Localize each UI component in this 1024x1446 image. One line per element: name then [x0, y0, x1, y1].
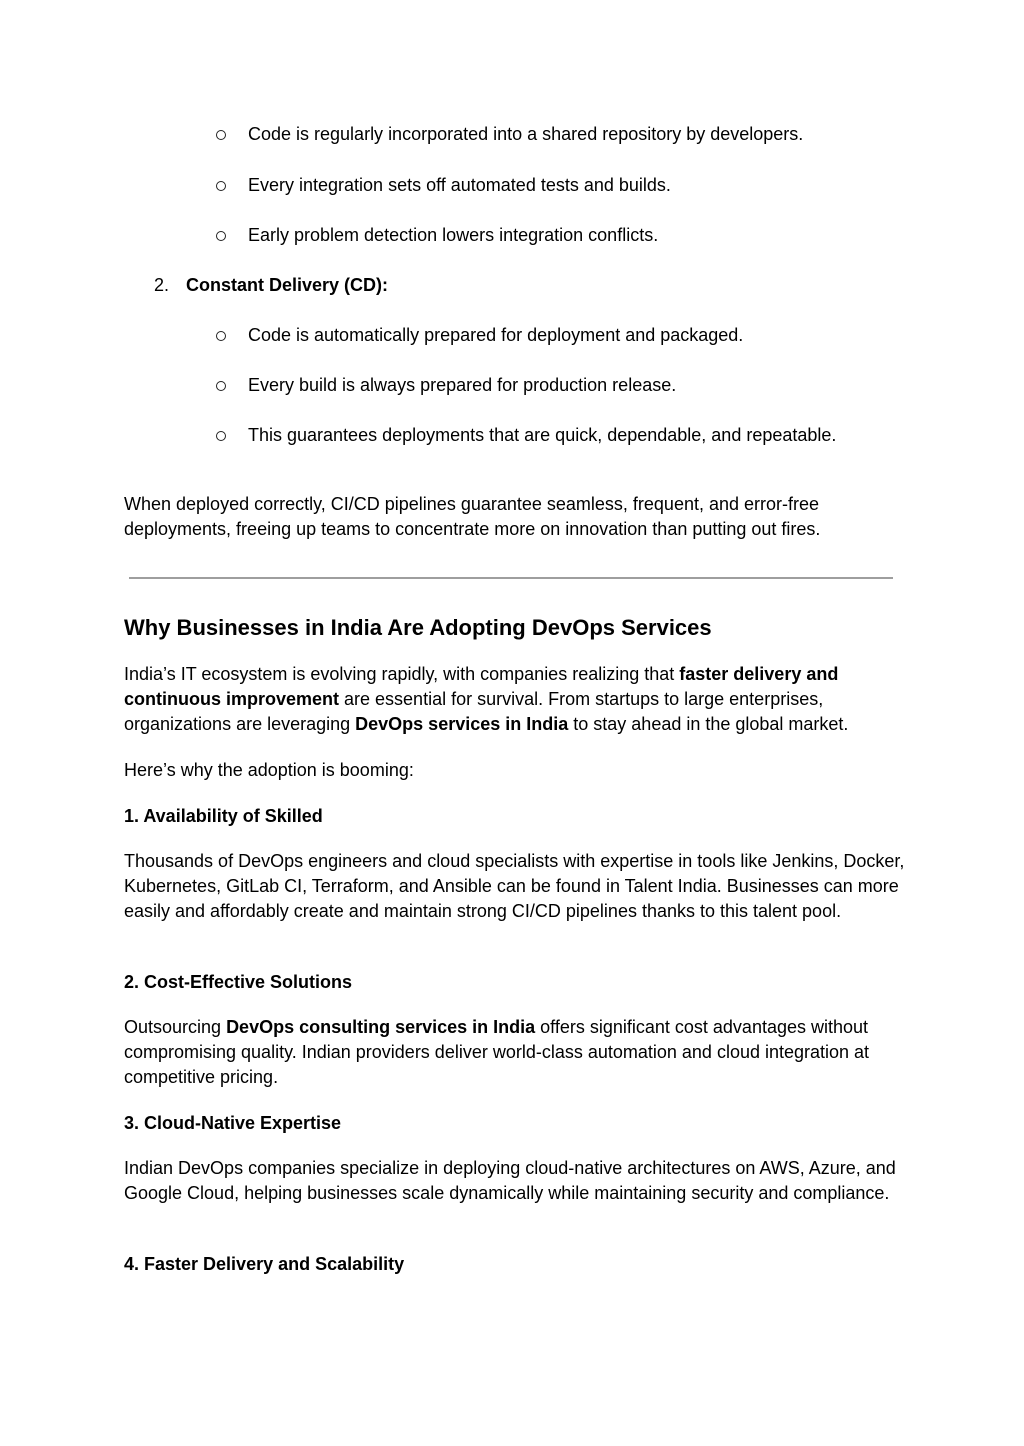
reason-body-text: Outsourcing	[124, 1017, 227, 1037]
intro-keyword: DevOps services in India	[355, 714, 569, 734]
section-heading: Why Businesses in India Are Adopting DevOps Services	[124, 615, 712, 640]
reason-heading: 4. Faster Delivery and Scalability	[124, 1254, 405, 1274]
reason-body: Thousands of DevOps engineers and cloud specialists with expertise in tools like Jenkins, Docker, Kubernetes, GitLab CI, Terraform, and Ansible can be found in Talent India. Businesses can more easily and affordably create and maintain strong CI/CD pipelines thanks to this talent pool.	[124, 851, 905, 921]
reason-keyword: DevOps consulting services in India	[226, 1017, 536, 1037]
ci-bullet-text: Early problem detection lowers integration conflicts.	[248, 225, 659, 245]
intro-emphasis: faster delivery and continuous improvement	[124, 664, 839, 709]
ci-bullet-text: Code is regularly incorporated into a shared repository by developers.	[248, 124, 804, 144]
horizontal-divider	[129, 577, 893, 579]
cd-bullet-text: This guarantees deployments that are quick, dependable, and repeatable.	[248, 425, 837, 445]
hollow-circle-bullet-icon	[216, 431, 226, 441]
cd-bullet-text: Every build is always prepared for production release.	[248, 375, 677, 395]
hollow-circle-bullet-icon	[216, 331, 226, 341]
intro-text: to stay ahead in the global market.	[568, 714, 849, 734]
reason-heading: 2. Cost-Effective Solutions	[124, 972, 353, 992]
ci-bullet-text: Every integration sets off automated tests and builds.	[248, 175, 671, 195]
intro-paragraph	[124, 662, 914, 737]
hollow-circle-bullet-icon	[216, 130, 226, 140]
intro-text: are essential for survival. From startups to large enterprises, organizations are leveraging	[124, 689, 824, 734]
list-item-title: Constant Delivery (CD):	[186, 275, 389, 295]
reason-heading: 1. Availability of Skilled	[124, 806, 323, 826]
hollow-circle-bullet-icon	[216, 181, 226, 191]
hollow-circle-bullet-icon	[216, 381, 226, 391]
reason-body	[124, 1015, 914, 1090]
hollow-circle-bullet-icon	[216, 231, 226, 241]
reason-body-text: offers significant cost advantages without compromising quality. Indian providers deliver world-class automation and cloud integration at competitive pricing.	[124, 1017, 870, 1087]
list-number: 2.	[154, 275, 170, 295]
intro-text: India’s IT ecosystem is evolving rapidly, with companies realizing that	[124, 664, 680, 684]
summary-paragraph: When deployed correctly, CI/CD pipelines guarantee seamless, frequent, and error-free deployments, freeing up teams to concentrate more on innovation than putting out fires.	[124, 494, 821, 539]
reason-heading: 3. Cloud-Native Expertise	[124, 1113, 342, 1133]
reason-body: Indian DevOps companies specialize in deploying cloud-native architectures on AWS, Azure, and Google Cloud, helping businesses scale dynamically while maintaining security and compliance.	[124, 1158, 896, 1203]
lead-in-text: Here’s why the adoption is booming:	[124, 760, 414, 780]
cd-bullet-text: Code is automatically prepared for deployment and packaged.	[248, 325, 744, 345]
